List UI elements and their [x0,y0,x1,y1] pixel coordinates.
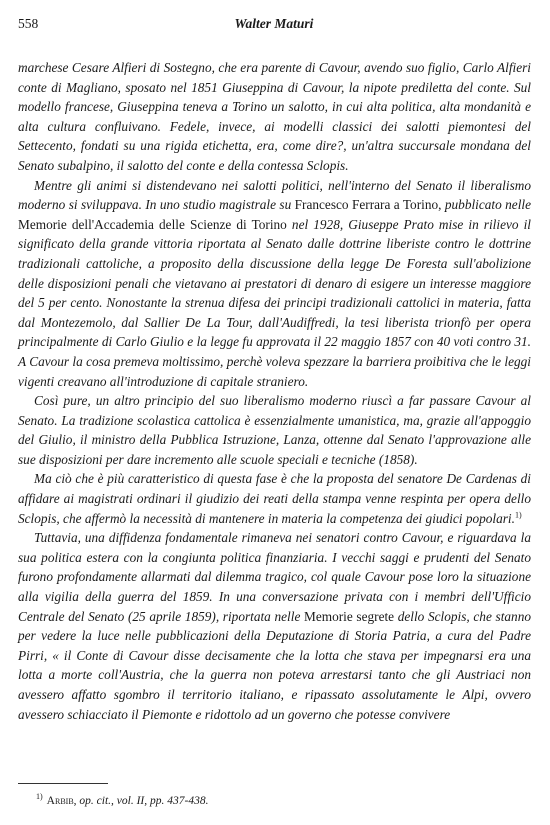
footnote-author: Arbib, [46,795,77,807]
text-segment: Memorie dell'Accademia delle Scienze di Torino [18,216,287,232]
footnote [36,794,208,808]
footnote-mark: 1) [36,792,43,802]
text-segment: Così pure, un altro principio del suo liberalismo moderno riuscì a far passare Cavour al Senato. La tradizione scolastica cattolica è essenzialmente umanistica, ma, grazie all'appoggio del Giulio, il ministro della Pubblica Istruzione, Lanza, ottenne dal Senato l'approvazione alle sue disposizioni per dare incremento alle scuole speciali e tecniche (1858). [18,393,531,467]
running-head: Walter Maturi [234,16,314,31]
text-segment: Francesco Ferrara a Torino, [294,197,442,213]
text-segment: marchese Cesare Alfieri di Sostegno, che era parente di Cavour, avendo suo figlio, Carlo Alfieri conte di Magliano, sposato nel 1851 Giuseppina di Cavour, la nipote prediletta del conte. Sul modello francese, Giuseppina teneva a Torino un salotto, in cui alta politica, alta mondanità e alta cultura confluivano. Fedele, invece, ai modelli classici dei salotti piemontesi del Settecento, fondati su una rigida etichetta, era, come dire?, un'altra succursale mondana del Senato subalpino, il salotto del conte e della contessa Sclopis. [18,60,531,173]
paragraph [18,528,531,724]
text-segment: pubblicato nelle [441,197,532,213]
footnote-reference: 1) [514,510,522,520]
page-header [18,14,530,36]
body-text [18,58,531,724]
text-segment: Tuttavia, una diffidenza fondamentale rimaneva nei senatori contro Cavour, e riguardava la sua politica estera con la congiunta politica finanziaria. I vecchi saggi e prudenti del Senato furono profondamente allarmati dal dilemma tragico, col quale Cavour pose loro la situazione alla vigilia della guerra del 1859. In una conversazione privata con i membri dell'Ufficio Centrale del Senato (25 aprile 1859), riportata nelle [18,530,531,624]
text-segment: dello Sclopis, che stanno per vedere la luce nelle pubblicazioni della Deputazione di Storia Patria, a cura del Padre Pirri, « il Conte di Cavour disse decisamente che la lotta che stava per impegnarsi era una lotta a morte coll'Austria, che la guerra non poteva arrestarsi tanto che gli Austriaci non avessero affatto sgombro il territorio italiano, e ripassato assolutamente le Alpi, ovvero avessero schiacciato il Piemonte e ridottolo ad un governo che potesse convivere [18,608,531,722]
page-number: 558 [18,16,39,31]
text-segment: nel 1928, Giuseppe Prato mise in rilievo il significato della grande vittoria riportata al Senato dalle dottrine liberiste contro le dottrine tradizionali cattoliche, a proposito della discussione della legge De Foresta sull'abolizione delle disposizioni penali che vietavano ai prestatori di denaro di esigere un interesse maggiore del 5 per cento. Nonostante la strenua difesa dei principi tradizionali cattolici in materia, fatta dal Montezemolo, dal Sallier De La Tour, dall'Audiffredi, la tesi liberista trionfò per opera principalmente di Carlo Giulio e la legge fu approvata il 22 maggio 1857 con 40 voti contro 31. A Cavour la cosa premeva moltissimo, perchè voleva spezzare la barriera proibitiva che le leggi vigenti creavano all'introduzione di capitale straniero. [18,216,531,389]
text-segment: Mentre gli animi si distendevano nei salotti politici, nell'interno del Senato il liberalismo moderno si sviluppava. In uno studio magistrale su [18,177,531,213]
paragraph [18,391,531,469]
footnote-rule [18,783,108,784]
text-segment: Ma ciò che è più caratteristico di questa fase è che la proposta del senatore De Cardenas di affidare ai magistrati ordinari il giudizio dei reati della stampa venne respinta per opera dello Sclopis, che affermò la necessità di mantenere in materia la competenza dei giudici popolari. [18,471,531,526]
text-segment: Memorie segrete [304,608,395,624]
footnote-text: op. cit., vol. II, pp. 437-438. [76,795,209,807]
paragraph [18,469,531,528]
paragraph [18,176,531,392]
paragraph [18,58,531,176]
